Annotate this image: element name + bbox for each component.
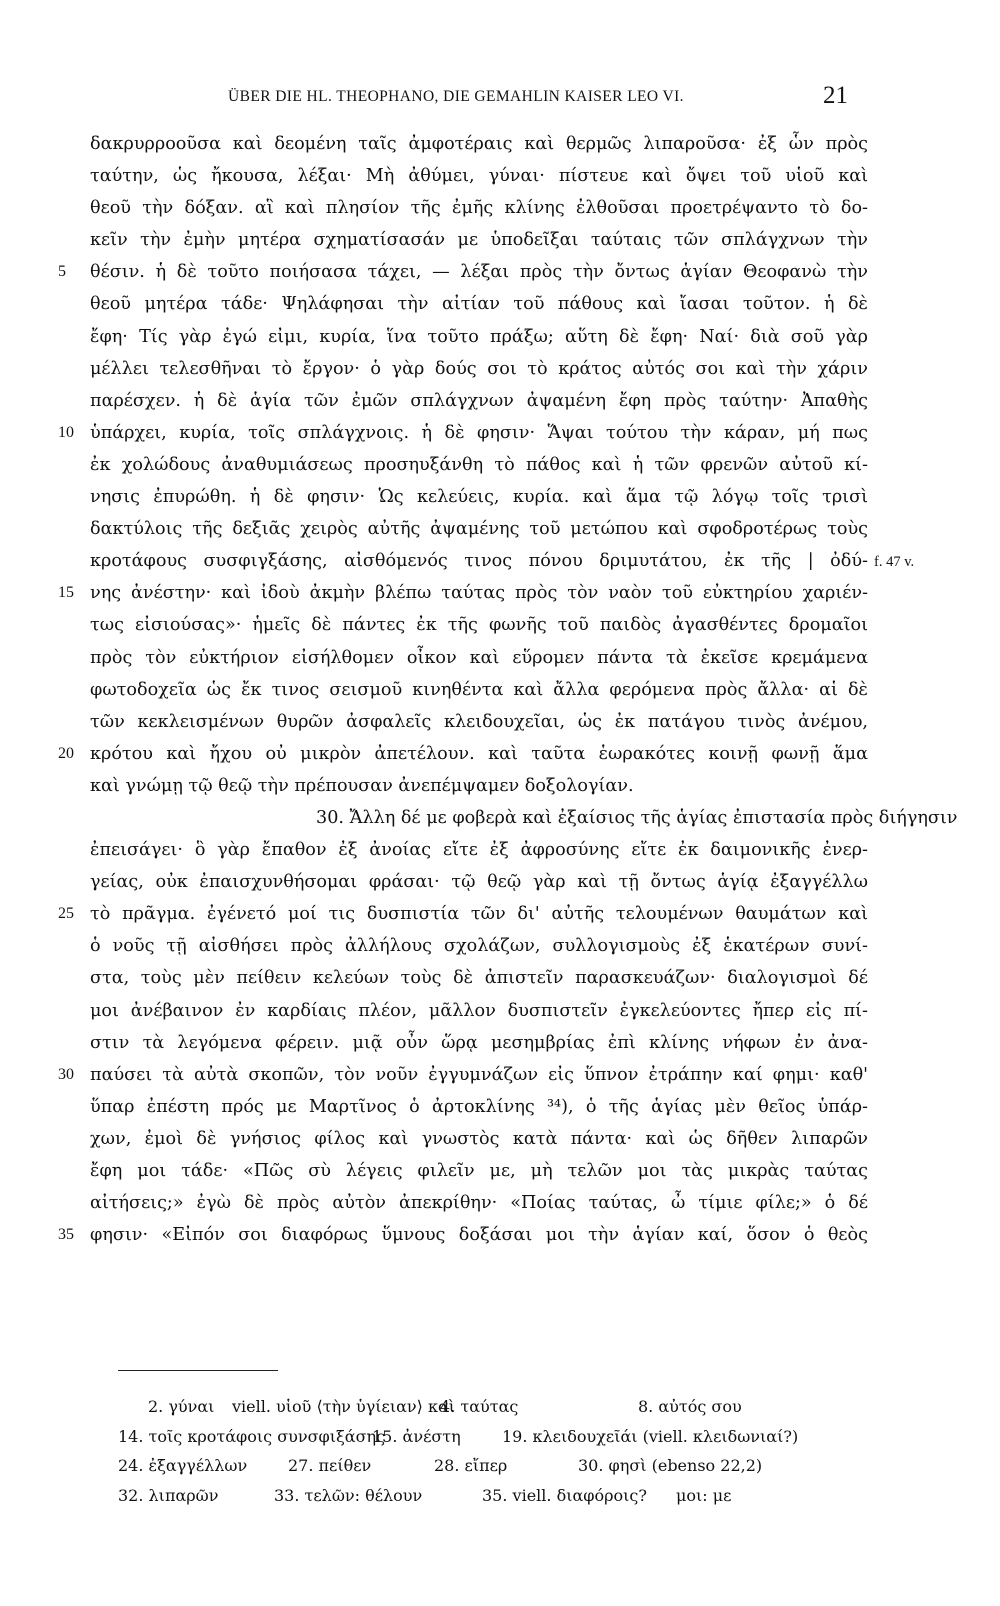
- line-text: τὸ πρᾶγμα. ἐγένετό μοί τις δυσπιστία τῶν δι' αὐτῆς τελουμένων θαυμάτων καὶ: [90, 904, 868, 925]
- apparatus-line: [0, 1481, 1000, 1511]
- text-line: [0, 802, 1000, 834]
- line-text: φωτοδοχεῖα ὡς ἔκ τινος σεισμοῦ κινηθέντα καὶ ἄλλα φερόμενα πρὸς ἄλλα· αἱ δὲ: [90, 679, 868, 700]
- apparatus-line: [0, 1422, 1000, 1452]
- apparatus-entry: 30. φησὶ (ebenso 22,2): [578, 1456, 763, 1475]
- line-text: ἔφη μοι τάδε· «Πῶς σὺ λέγεις φιλεῖν με, μὴ τελῶν μοι τὰς μικρὰς ταύτας: [90, 1161, 868, 1181]
- text-line: [0, 642, 1000, 674]
- text-line: [0, 256, 1000, 288]
- line-text: κεῖν τὴν ἐμὴν μητέρα σχηματίσασάν με ὑποδεῖξαι ταύταις τῶν σπλάγχνων τὴν: [90, 230, 868, 251]
- line-text: τως εἰσιούσας»· ἡμεῖς δὲ πάντες ἐκ τῆς φωνῆς τοῦ παιδὸς ἀγασθέντες δρομαῖοι: [90, 615, 868, 636]
- apparatus-entry: μοι: με: [676, 1485, 732, 1505]
- critical-apparatus: [0, 1392, 1000, 1510]
- text-line: [0, 738, 1000, 770]
- text-line: [0, 1091, 1000, 1123]
- text-line: [0, 898, 1000, 930]
- line-text: ἔφη· Τίς γὰρ ἐγώ εἰμι, κυρία, ἵνα τοῦτο πράξω; αὕτη δὲ ἔφη· Ναί· διὰ σοῦ γὰρ: [90, 326, 868, 347]
- line-number: 30: [58, 1065, 74, 1083]
- text-line: [0, 1187, 1000, 1219]
- text-line: [0, 577, 1000, 609]
- line-text: πρὸς τὸν εὐκτήριον εἰσήλθομεν οἶκον καὶ εὕρομεν πάντα τὰ ἐκεῖσε κρεμάμενα: [90, 647, 868, 668]
- line-text: μέλλει τελεσθῆναι τὸ ἔργον· ὁ γὰρ δούς σοι τὸ κράτος αὐτός σοι καὶ τὴν χάριν: [90, 358, 868, 379]
- line-number: 25: [58, 905, 74, 923]
- line-text: νης ἀνέστην· καὶ ἰδοὺ ἀκμὴν βλέπω ταύτας πρὸς τὸν ναὸν τοῦ εὐκτηρίου χαριέν-: [90, 583, 868, 604]
- text-line: [0, 834, 1000, 866]
- line-text: ἐπεισάγει· ὃ γὰρ ἔπαθον ἐξ ἀνοίας εἴτε ἐξ ἀφροσύνης εἴτε ἐκ δαιμονικῆς ἐνερ-: [90, 840, 868, 861]
- line-text: θεοῦ τὴν δόξαν. αἳ καὶ πλησίον τῆς ἐμῆς κλίνης ἐλθοῦσαι προετρέψαντο τὸ δο-: [90, 198, 868, 219]
- apparatus-entry: 14. τοῖς κροτάφοις συνσφιξάσης: [118, 1426, 386, 1446]
- line-text: στα, τοὺς μὲν πείθειν κελεύων τοὺς δὲ ἀπιστεῖν παρασκευάζων· διαλογισμοὶ δέ: [90, 968, 868, 989]
- line-number: 20: [58, 744, 74, 762]
- line-text: νησις ἐπυρώθη. ἡ δὲ φησιν· Ὡς κελεύεις, κυρία. καὶ ἅμα τῷ λόγῳ τοῖς τρισὶ: [90, 487, 868, 508]
- apparatus-entry: 19. κλειδουχεῖάι (viell. κλειδωνιαί?): [502, 1426, 799, 1446]
- text-line: [0, 353, 1000, 385]
- text-line: [0, 128, 1000, 160]
- apparatus-entry: 28. εἴπερ: [434, 1456, 508, 1475]
- text-line: [0, 770, 1000, 802]
- text-line: [0, 930, 1000, 962]
- line-text: παρέσχεν. ἡ δὲ ἁγία τῶν ἐμῶν σπλάγχνων ἀψαμένη ἔφη πρὸς ταύτην· Ἀπαθὴς: [90, 390, 868, 411]
- page-number: 21: [823, 82, 848, 109]
- text-line: [0, 962, 1000, 994]
- line-text: θέσιν. ἡ δὲ τοῦτο ποιήσασα τάχει, — λέξαι πρὸς τὴν ὄντως ἁγίαν Θεοφανὼ τὴν: [90, 262, 868, 283]
- line-text: κρότου καὶ ἤχου οὐ μικρὸν ἀπετέλουν. καὶ ταῦτα ἑωρακότες κοινῇ φωνῇ ἅμα: [90, 743, 868, 764]
- text-line: [0, 1219, 1000, 1251]
- text-line: [0, 224, 1000, 256]
- line-text: αἰτήσεις;» ἐγὼ δὲ πρὸς αὐτὸν ἀπεκρίθην· «Ποίας ταύτας, ὦ τίμιε φίλε;» ὁ δέ: [90, 1193, 868, 1214]
- footnote-divider: [118, 1370, 278, 1371]
- line-text: τῶν κεκλεισμένων θυρῶν ἀσφαλεῖς κλειδουχεῖαι, ὡς ἐκ πατάγου τινὸς ἀνέμου,: [90, 711, 868, 732]
- line-text: θεοῦ μητέρα τάδε· Ψηλάφησαι τὴν αἰτίαν τοῦ πάθους καὶ ἴασαι τοῦτον. ἡ δὲ: [90, 294, 868, 315]
- line-text: φησιν· «Εἰπόν σοι διαφόρως ὕμνους δοξάσαι μοι τὴν ἁγίαν καί, ὅσον ὁ θεὸς: [90, 1225, 868, 1246]
- text-line: [0, 706, 1000, 738]
- text-line: [0, 481, 1000, 513]
- text-line: [0, 609, 1000, 641]
- line-text: γείας, οὐκ ἐπαισχυνθήσομαι φράσαι· τῷ θεῷ γὰρ καὶ τῇ ὄντως ἁγίᾳ ἐξαγγέλλω: [90, 872, 868, 893]
- text-line: [0, 995, 1000, 1027]
- apparatus-entry: 35. viell. διαφόροις?: [482, 1485, 647, 1505]
- apparatus-entry: 4. ταύτας: [440, 1397, 519, 1416]
- text-line: [0, 545, 1000, 577]
- line-number: 35: [58, 1226, 74, 1244]
- line-text: καὶ γνώμῃ τῷ θεῷ τὴν πρέπουσαν ἀνεπέμψαμεν δοξολογίαν.: [90, 775, 634, 796]
- apparatus-line: [0, 1451, 1000, 1481]
- line-text: ταύτην, ὡς ἤκουσα, λέξαι· Μὴ ἀθύμει, γύναι· πίστευε καὶ ὄψει τοῦ υἱοῦ καὶ: [90, 166, 868, 187]
- apparatus-line: [0, 1392, 1000, 1422]
- line-text: δακτύλοις τῆς δεξιᾶς χειρὸς αὐτῆς ἀψαμένης τοῦ μετώπου καὶ σφοδροτέρως τοὺς: [90, 519, 868, 540]
- line-text: μοι ἀνέβαινον ἐν καρδίαις πλέον, μᾶλλον δυσπιστεῖν ἐγκελεύοντες ἤπερ εἰς πί-: [90, 1000, 868, 1021]
- line-number: 5: [58, 263, 66, 281]
- apparatus-entry: 33. τελῶν: θέλουν: [274, 1485, 423, 1505]
- text-line: [0, 321, 1000, 353]
- text-line: [0, 513, 1000, 545]
- apparatus-entry: 32. λιπαρῶν: [118, 1485, 219, 1505]
- main-text: [0, 128, 1000, 1251]
- line-text: στιν τὰ λεγόμενα φέρειν. μιᾷ οὖν ὥρᾳ μεσημβρίας ἐπὶ κλίνης νήφων ἐν ἀνα-: [90, 1032, 868, 1053]
- line-number: 15: [58, 584, 74, 602]
- line-text: ὕπαρ ἐπέστη πρός με Μαρτῖνος ὁ ἀρτοκλίνης ³⁴), ὁ τῆς ἁγίας μὲν θεῖος ὑπάρ-: [90, 1096, 868, 1117]
- apparatus-entry: 15. ἀνέστη: [372, 1426, 461, 1446]
- text-line: [0, 1155, 1000, 1187]
- text-line: [0, 674, 1000, 706]
- apparatus-entry: viell. υἱοῦ ⟨τὴν ὑγίειαν⟩ καὶ: [232, 1397, 456, 1416]
- apparatus-entry: 24. ἐξαγγέλλων: [118, 1456, 248, 1475]
- text-line: [0, 417, 1000, 449]
- text-line: [0, 1027, 1000, 1059]
- page-header: [228, 82, 848, 112]
- apparatus-entry: 27. πείθεν: [288, 1456, 372, 1475]
- folio-margin-note: f. 47 v.: [874, 554, 915, 571]
- text-line: [0, 866, 1000, 898]
- line-number: 10: [58, 423, 74, 441]
- text-line: [0, 385, 1000, 417]
- line-text: ἐκ χολώδους ἀναθυμιάσεως προσηυξάνθη τὸ πάθος καὶ ἡ τῶν φρενῶν αὐτοῦ κί-: [90, 454, 868, 475]
- apparatus-entry: 2. γύναι: [148, 1397, 215, 1416]
- apparatus-entry: 8. αὐτός σου: [638, 1397, 742, 1416]
- line-text: χων, ἐμοὶ δὲ γνήσιος φίλος καὶ γνωστὸς κατὰ πάντα· καὶ ὡς δῆθεν λιπαρῶν: [90, 1128, 868, 1149]
- running-title: ÜBER DIE HL. THEOPHANO, DIE GEMAHLIN KAISER LEO VI.: [228, 88, 684, 105]
- line-text: 30. Ἄλλη δέ με φοβερὰ καὶ ἐξαίσιος τῆς ἁγίας ἐπιστασία πρὸς διήγησιν: [316, 807, 958, 828]
- text-line: [0, 1059, 1000, 1091]
- text-line: [0, 160, 1000, 192]
- text-line: [0, 449, 1000, 481]
- text-line: [0, 192, 1000, 224]
- line-text: δακρυρροοῦσα καὶ δεομένη ταῖς ἀμφοτέραις καὶ θερμῶς λιπαροῦσα· ἐξ ὧν πρὸς: [90, 134, 868, 154]
- line-text: ὑπάρχει, κυρία, τοῖς σπλάγχνοις. ἡ δὲ φησιν· Ἅψαι τούτου τὴν κάραν, μή πως: [90, 422, 868, 443]
- text-line: [0, 288, 1000, 320]
- line-text: ὁ νοῦς τῇ αἰσθήσει πρὸς ἀλλήλους σχολάζων, συλλογισμοὺς ἐξ ἑκατέρων συνί-: [90, 936, 868, 957]
- line-text: κροτάφους συσφιγξάσης, αἰσθόμενός τινος πόνου δριμυτάτου, ἐκ τῆς | ὀδύ-: [90, 551, 868, 572]
- text-line: [0, 1123, 1000, 1155]
- line-text: παύσει τὰ αὐτὰ σκοπῶν, τὸν νοῦν ἐγγυμνάζων εἰς ὕπνον ἐτράπην καί φημι· καθ': [90, 1064, 868, 1085]
